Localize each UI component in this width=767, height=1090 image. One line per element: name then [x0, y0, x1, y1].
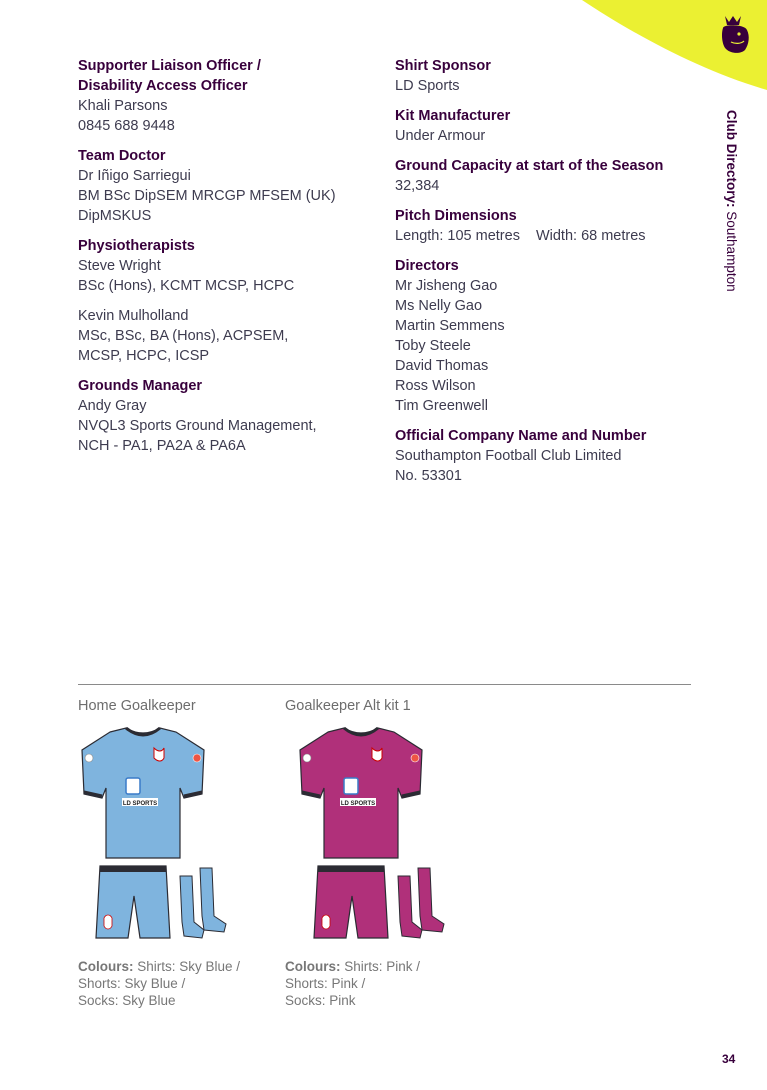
- physio-1-qual: BSc (Hons), KCMT MCSP, HCPC: [78, 278, 295, 294]
- sponsor-heading: Shirt Sponsor: [395, 58, 491, 74]
- manufacturer-value: Under Armour: [395, 128, 486, 144]
- slo-section: [78, 56, 368, 136]
- kit-colours-goalkeeper-alt: [285, 958, 420, 1009]
- sponsor-text: LD SPORTS: [340, 801, 376, 807]
- slo-heading-1: Supporter Liaison Officer /: [78, 58, 261, 74]
- doctor-section: [78, 146, 368, 226]
- pitch-heading: Pitch Dimensions: [395, 208, 517, 224]
- shorts-waistband: [100, 866, 166, 872]
- grounds-qual-2: NCH - PA1, PA2A & PA6A: [78, 438, 246, 454]
- sidebar-club: Southampton: [724, 211, 739, 292]
- shorts-crest-icon: [322, 915, 330, 929]
- capacity-heading: Ground Capacity at start of the Season: [395, 158, 664, 174]
- pitch-width: Width: 68 metres: [535, 228, 646, 244]
- kit-image-home-goalkeeper: [54, 726, 232, 948]
- sponsor-text: LD SPORTS: [122, 801, 158, 807]
- director-name: Ms Nelly Gao: [395, 298, 483, 314]
- sponsor-value: LD Sports: [395, 78, 460, 94]
- section-divider: [78, 684, 691, 685]
- physio-2-qual-1: MSc, BSc, BA (Hons), ACPSEM,: [78, 328, 289, 344]
- manufacturer-section: [395, 106, 695, 146]
- manufacturer-heading: Kit Manufacturer: [395, 108, 511, 124]
- colours-shirts: Shirts: Sky Blue /: [137, 959, 241, 974]
- colours-shorts: Shorts: Pink /: [285, 976, 366, 991]
- league-badge-icon: [303, 754, 311, 762]
- kit-title-home-goalkeeper: Home Goalkeeper: [78, 698, 196, 714]
- shorts-waistband: [318, 866, 384, 872]
- director-name: Ross Wilson: [395, 378, 476, 394]
- company-heading: Official Company Name and Number: [395, 428, 647, 444]
- slo-phone: 0845 688 9448: [78, 118, 175, 134]
- club-directory-sidebar: [724, 110, 739, 292]
- right-column: [395, 56, 695, 496]
- kit-colours-home-goalkeeper: [78, 958, 240, 1009]
- shorts-crest-icon: [104, 915, 112, 929]
- capacity-section: [395, 156, 695, 196]
- sponsor-logo-icon: [344, 778, 358, 794]
- grounds-name: Andy Gray: [78, 398, 147, 414]
- sponsor-logo-icon: [126, 778, 140, 794]
- pitch-length: Length: 105 metres: [395, 228, 520, 244]
- league-badge-icon: [85, 754, 93, 762]
- sock-right-icon: [418, 868, 444, 932]
- colours-socks: Socks: Sky Blue: [78, 993, 176, 1008]
- company-number: No. 53301: [395, 468, 462, 484]
- premier-league-lion-icon: [717, 14, 751, 54]
- shirt-icon: [300, 728, 422, 858]
- colours-label: Colours:: [285, 959, 341, 974]
- director-name: Tim Greenwell: [395, 398, 488, 414]
- sleeve-badge-icon: [411, 754, 419, 762]
- physio-1-name: Steve Wright: [78, 258, 161, 274]
- pitch-section: [395, 206, 695, 246]
- sponsor-section: [395, 56, 695, 96]
- kit-illustration: [54, 726, 232, 948]
- colours-shirts: Shirts: Pink /: [344, 959, 421, 974]
- page-number: 34: [722, 1052, 736, 1066]
- director-name: Toby Steele: [395, 338, 471, 354]
- pitch-dimensions: [395, 226, 695, 246]
- kit-image-goalkeeper-alt: [272, 726, 450, 948]
- doctor-heading: Team Doctor: [78, 148, 166, 164]
- slo-name: Khali Parsons: [78, 98, 168, 114]
- kit-title-goalkeeper-alt: Goalkeeper Alt kit 1: [285, 698, 411, 714]
- colours-socks: Socks: Pink: [285, 993, 356, 1008]
- directors-heading: Directors: [395, 258, 459, 274]
- director-name: Mr Jisheng Gao: [395, 278, 498, 294]
- directors-section: [395, 256, 695, 416]
- doctor-qual-1: BM BSc DipSEM MRCGP MFSEM (UK): [78, 188, 336, 204]
- company-section: [395, 426, 695, 486]
- colours-label: Colours:: [78, 959, 134, 974]
- director-name: David Thomas: [395, 358, 489, 374]
- physio-section: [78, 236, 368, 366]
- colours-shorts: Shorts: Sky Blue /: [78, 976, 186, 991]
- physio-heading: Physiotherapists: [78, 238, 195, 254]
- shirt-icon: [82, 728, 204, 858]
- director-name: Martin Semmens: [395, 318, 505, 334]
- left-column: [78, 56, 368, 466]
- kit-illustration: [272, 726, 450, 948]
- sock-right-icon: [200, 868, 226, 932]
- doctor-name: Dr Iñigo Sarriegui: [78, 168, 191, 184]
- doctor-qual-2: DipMSKUS: [78, 208, 152, 224]
- physio-2-qual-2: MCSP, HCPC, ICSP: [78, 348, 210, 364]
- grounds-qual-1: NVQL3 Sports Ground Management,: [78, 418, 317, 434]
- capacity-value: 32,384: [395, 178, 440, 194]
- slo-heading-2: Disability Access Officer: [78, 78, 248, 94]
- physio-2-name: Kevin Mulholland: [78, 308, 189, 324]
- grounds-heading: Grounds Manager: [78, 378, 203, 394]
- sleeve-badge-icon: [193, 754, 201, 762]
- sidebar-label: Club Directory:: [724, 110, 739, 208]
- grounds-section: [78, 376, 368, 456]
- company-name: Southampton Football Club Limited: [395, 448, 622, 464]
